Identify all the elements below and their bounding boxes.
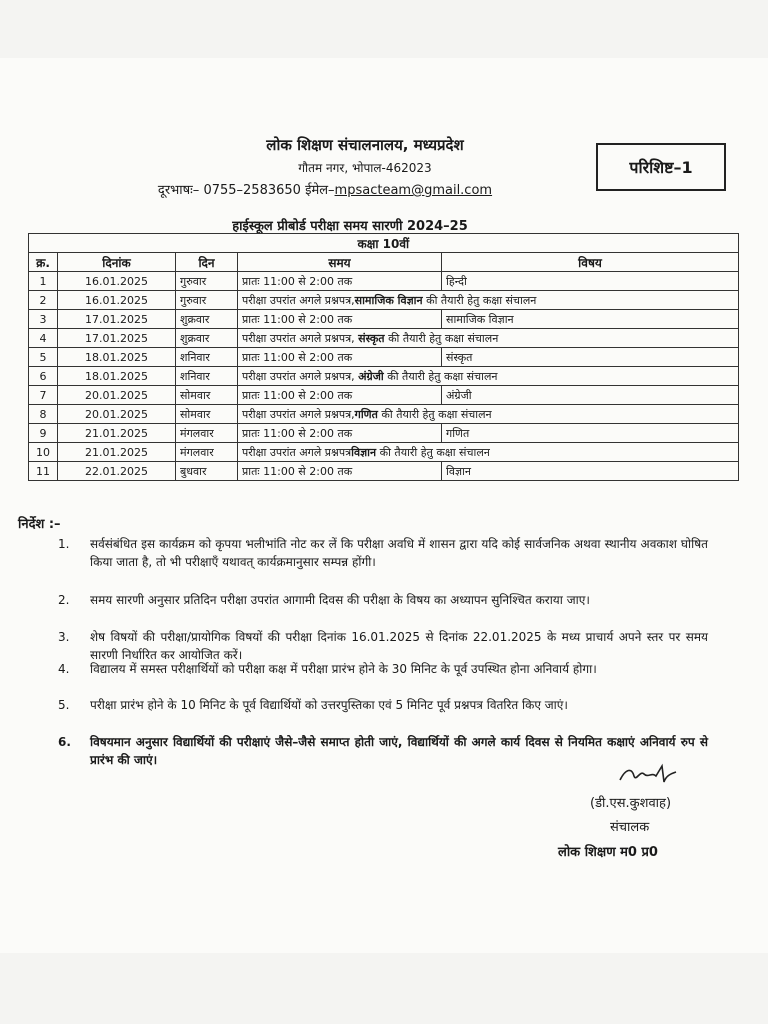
table-row xyxy=(29,405,739,424)
row-prep-note xyxy=(238,329,739,348)
table-row xyxy=(29,462,739,481)
instruction-text: विद्यालय में समस्त परीक्षार्थियों को परीक्षा कक्ष में परीक्षा प्रारंभ होने के 30 मिनिट के पूर्व उपस्थित होना अनिवार्य होगा। xyxy=(90,662,597,676)
row-day: शुक्रवार xyxy=(176,329,238,348)
row-prep-note xyxy=(238,367,739,386)
signatory-name: (डी.एस.कुशवाह) xyxy=(590,796,672,811)
instruction-number: 2. xyxy=(58,593,70,607)
row-time: प्रातः 11:00 से 2:00 तक xyxy=(238,462,442,481)
row-time: प्रातः 11:00 से 2:00 तक xyxy=(238,310,442,329)
row-number: 9 xyxy=(29,424,58,443)
row-number: 1 xyxy=(29,272,58,291)
table-row xyxy=(29,367,739,386)
column-header-time: समय xyxy=(238,253,442,272)
column-header-subject: विषय xyxy=(442,253,739,272)
row-subject: विज्ञान xyxy=(442,462,739,481)
phone-label: दूरभाषः– xyxy=(157,183,200,198)
signatory-designation: संचालक xyxy=(610,820,650,835)
row-number: 11 xyxy=(29,462,58,481)
instruction-number: 1. xyxy=(58,537,70,551)
column-header-no: क्र. xyxy=(29,253,58,272)
row-prep-note xyxy=(238,405,739,424)
prep-text-post: की तैयारी हेतु कक्षा संचालन xyxy=(383,369,498,383)
prep-text-post: की तैयारी हेतु कक्षा संचालन xyxy=(422,293,537,307)
row-date: 16.01.2025 xyxy=(58,291,176,310)
row-number: 10 xyxy=(29,443,58,462)
table-row xyxy=(29,424,739,443)
instruction-number: 5. xyxy=(58,698,70,712)
table-row xyxy=(29,329,739,348)
row-subject: सामाजिक विज्ञान xyxy=(442,310,739,329)
instruction-item xyxy=(58,733,708,769)
instruction-text: शेष विषयों की परीक्षा/प्रायोगिक विषयों की परीक्षा दिनांक 16.01.2025 से दिनांक 22.01.2025 के मध्य प्राचार्य अपने स्तर पर समय सारणी निर्धारित कर आयोजित करें। xyxy=(90,630,708,662)
row-subject: गणित xyxy=(442,424,739,443)
row-prep-note xyxy=(238,443,739,462)
instruction-item xyxy=(58,628,708,664)
row-day: मंगलवार xyxy=(176,424,238,443)
instructions-heading: निर्देश :– xyxy=(18,517,61,532)
email-label: ईमेल– xyxy=(305,183,335,198)
prep-subject: अंग्रेजी xyxy=(358,369,384,383)
row-number: 2 xyxy=(29,291,58,310)
timetable-title: हाईस्कूल प्रीबोर्ड परीक्षा समय सारणी 2024–25 xyxy=(232,219,468,234)
row-day: सोमवार xyxy=(176,405,238,424)
row-day: बुधवार xyxy=(176,462,238,481)
table-row xyxy=(29,386,739,405)
prep-subject: गणित xyxy=(354,407,378,421)
organization-address: गौतम नगर, भोपाल-462023 xyxy=(298,161,432,175)
row-date: 18.01.2025 xyxy=(58,367,176,386)
class-header-blank xyxy=(29,234,238,253)
row-date: 22.01.2025 xyxy=(58,462,176,481)
row-date: 17.01.2025 xyxy=(58,329,176,348)
row-number: 7 xyxy=(29,386,58,405)
table-row xyxy=(29,443,739,462)
instruction-number: 3. xyxy=(58,630,70,644)
row-date: 18.01.2025 xyxy=(58,348,176,367)
row-date: 21.01.2025 xyxy=(58,424,176,443)
row-date: 20.01.2025 xyxy=(58,386,176,405)
column-header-day: दिन xyxy=(176,253,238,272)
prep-text-pre: परीक्षा उपरांत अगले प्रश्नपत्र, xyxy=(242,369,359,383)
prep-text-post: की तैयारी हेतु कक्षा संचालन xyxy=(376,445,490,459)
table-row xyxy=(29,272,739,291)
row-number: 5 xyxy=(29,348,58,367)
row-time: प्रातः 11:00 से 2:00 तक xyxy=(238,272,442,291)
phone-number: 0755–2583650 xyxy=(203,183,301,198)
annexure-label: परिशिष्ट–1 xyxy=(629,158,693,177)
instruction-text: परीक्षा प्रारंभ होने के 10 मिनिट के पूर्व विद्यार्थियों को उत्तरपुस्तिका एवं 5 मिनिट पूर्व प्रश्नपत्र वितरित किए जाएं। xyxy=(90,698,568,712)
row-subject: संस्कृत xyxy=(442,348,739,367)
table-row xyxy=(29,310,739,329)
row-number: 3 xyxy=(29,310,58,329)
prep-text-post: की तैयारी हेतु कक्षा संचालन xyxy=(384,331,499,345)
row-date: 21.01.2025 xyxy=(58,443,176,462)
instruction-text: विषयमान अनुसार विद्यार्थियों की परीक्षाएं जैसे–जैसे समाप्त होती जाएं, विद्यार्थियों की अगले कार्य दिवस से नियमित कक्षाएं अनिवार्य रुप से प्रारंभ की जाएं। xyxy=(90,735,708,767)
prep-subject: संस्कृत xyxy=(358,331,385,345)
row-time: प्रातः 11:00 से 2:00 तक xyxy=(238,424,442,443)
email-address[interactable]: mpsacteam@gmail.com xyxy=(334,183,493,198)
column-header-date: दिनांक xyxy=(58,253,176,272)
signature-mark xyxy=(618,762,678,788)
row-prep-note xyxy=(238,291,739,310)
instruction-number: 4. xyxy=(58,662,70,676)
timetable xyxy=(28,233,739,481)
row-day: गुरुवार xyxy=(176,272,238,291)
prep-subject: विज्ञान xyxy=(351,445,377,459)
row-time: प्रातः 11:00 से 2:00 तक xyxy=(238,348,442,367)
instruction-item xyxy=(58,591,708,609)
row-number: 6 xyxy=(29,367,58,386)
row-day: शनिवार xyxy=(176,348,238,367)
row-day: सोमवार xyxy=(176,386,238,405)
row-date: 16.01.2025 xyxy=(58,272,176,291)
table-row xyxy=(29,291,739,310)
row-date: 17.01.2025 xyxy=(58,310,176,329)
row-day: गुरुवार xyxy=(176,291,238,310)
row-day: शनिवार xyxy=(176,367,238,386)
instruction-number: 6. xyxy=(58,735,71,749)
instruction-text: समय सारणी अनुसार प्रतिदिन परीक्षा उपरांत आगामी दिवस की परीक्षा के विषय का अध्यापन सुनिश्चित कराया जाए। xyxy=(90,593,590,607)
prep-text-pre: परीक्षा उपरांत अगले प्रश्नपत्र, xyxy=(242,331,359,345)
row-date: 20.01.2025 xyxy=(58,405,176,424)
instruction-item xyxy=(58,660,708,678)
prep-subject: सामाजिक विज्ञान xyxy=(354,293,423,307)
prep-text-pre: परीक्षा उपरांत अगले प्रश्नपत्र, xyxy=(242,293,355,307)
row-subject: हिन्दी xyxy=(442,272,739,291)
prep-text-pre: परीक्षा उपरांत अगले प्रश्नपत्र xyxy=(242,445,352,459)
row-number: 8 xyxy=(29,405,58,424)
instruction-text: सर्वसंबंधित इस कार्यक्रम को कृपया भलीभांति नोट कर लें कि परीक्षा अवधि में शासन द्वारा यदि कोई सार्वजनिक अथवा स्थानीय अवकाश घोषित किया जाता है, तो भी परीक्षाएँ यथावत् कार्यक्रमानुसार सम्पन्न होंगी। xyxy=(90,537,708,569)
row-time: प्रातः 11:00 से 2:00 तक xyxy=(238,386,442,405)
table-row xyxy=(29,348,739,367)
row-number: 4 xyxy=(29,329,58,348)
instruction-item xyxy=(58,696,708,714)
prep-text-post: की तैयारी हेतु कक्षा संचालन xyxy=(377,407,492,421)
contact-line xyxy=(130,180,520,198)
organization-name: लोक शिक्षण संचालनालय, मध्यप्रदेश xyxy=(266,136,464,154)
instruction-item xyxy=(58,535,708,571)
row-subject: अंग्रेजी xyxy=(442,386,739,405)
row-day: मंगलवार xyxy=(176,443,238,462)
prep-text-pre: परीक्षा उपरांत अगले प्रश्नपत्र, xyxy=(242,407,355,421)
annexure-box xyxy=(596,143,726,191)
row-day: शुक्रवार xyxy=(176,310,238,329)
signatory-office: लोक शिक्षण म0 प्र0 xyxy=(558,845,658,860)
class-header: कक्षा 10वीं xyxy=(238,234,739,253)
